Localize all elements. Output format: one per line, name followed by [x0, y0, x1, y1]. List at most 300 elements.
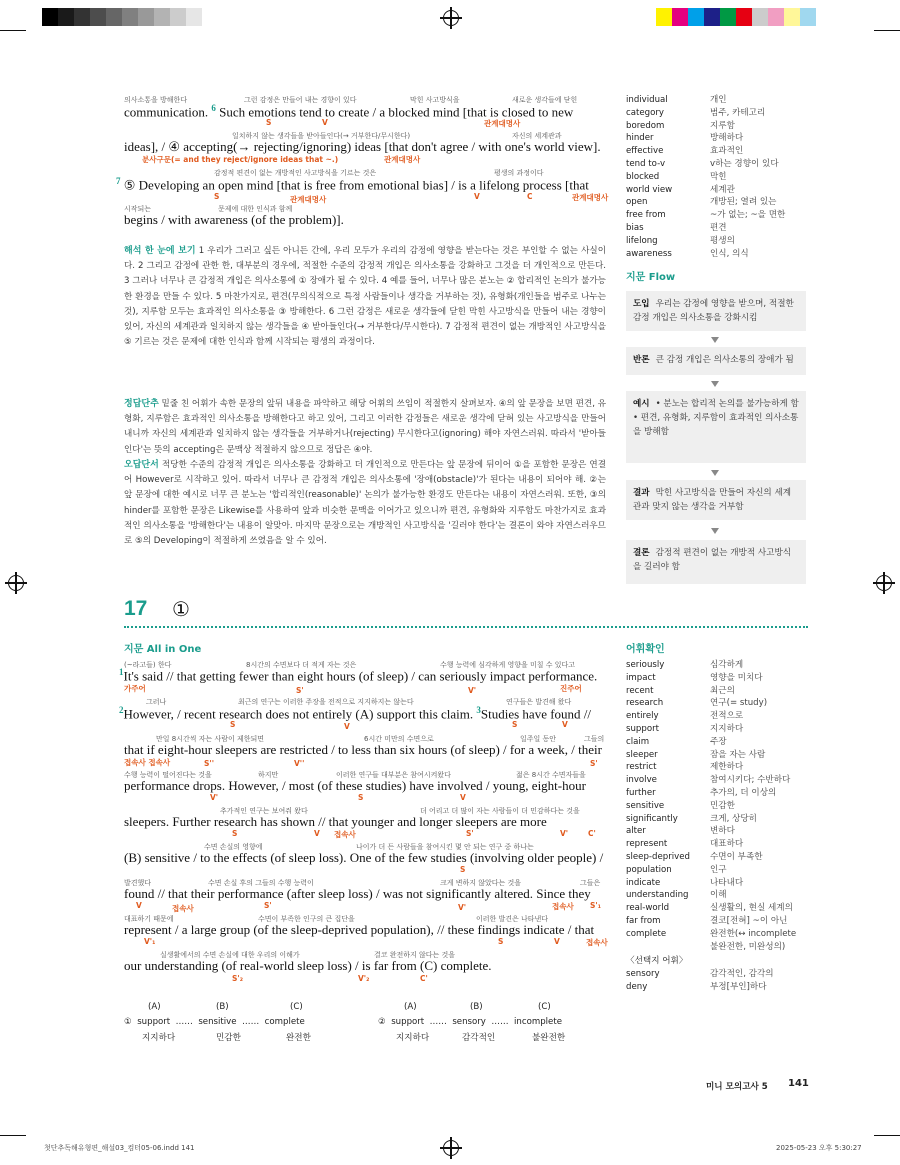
grammar-tag: S' [264, 901, 272, 910]
flow-key: 도입 [633, 299, 650, 309]
vocab-title: 어휘확인 [626, 644, 665, 655]
vocab-meaning: 크게, 상당히 [710, 813, 757, 824]
vocab-meaning: 제한하다 [710, 762, 744, 773]
sentence-line [124, 958, 492, 974]
gloss: 새로운 생각들에 닫힌 [512, 96, 578, 104]
registration-mark-icon [8, 575, 24, 591]
vocab-meaning: 민감한 [710, 800, 735, 811]
grammar-tag: S [460, 865, 466, 874]
grammar-tag: S' [466, 829, 474, 838]
flow-text: 감정적 편견이 없는 개방적 사고방식을 길러야 함 [633, 548, 792, 572]
gloss: 나이가 더 든 사람들을 참여시킨 몇 안 되는 연구 중 하나는 [356, 843, 534, 851]
vocab-row [626, 145, 785, 158]
choice-option-2[interactable] [378, 1017, 562, 1027]
grammar-tag: V' [560, 829, 569, 838]
vocab-row [626, 120, 785, 133]
vocab-word [626, 941, 710, 954]
choice-gloss: 완전한 [286, 1033, 311, 1043]
grammar-tag: V [314, 829, 320, 838]
vocab-row [626, 749, 796, 762]
down-arrow-icon [711, 381, 719, 387]
subsection-title: 지문 All in One [124, 644, 202, 655]
grammar-tag: V [460, 793, 466, 802]
sentence-text: our understanding (of real-world sleep loss) / is far from (C) complete. [124, 958, 492, 973]
gloss: 대표하기 때문에 [124, 915, 174, 923]
sentence-text: (B) sensitive / to the effects (of sleep loss). One of the few studies (involving older people) / [124, 850, 604, 865]
gloss: 막힌 사고방식을 [410, 96, 460, 104]
choice-a: support [391, 1017, 425, 1027]
grammar-tag: 진주어 [560, 684, 582, 693]
vocab-meaning: 완전한(↔ incomplete [710, 928, 797, 939]
gloss: 이러한 발견은 나타낸다 [476, 915, 549, 923]
vocab-word: lifelong [626, 235, 658, 246]
vocab-meaning: 주장 [710, 736, 727, 747]
vocab-row [626, 736, 796, 749]
vocab-word: claim [626, 736, 650, 747]
vocab-word: impact [626, 672, 656, 683]
section-label: 정답단추 [124, 399, 159, 409]
vocab-row [626, 107, 785, 120]
vocab-word: blocked [626, 171, 660, 182]
sentence-line [124, 778, 586, 794]
choice-gloss: 지지하다 [142, 1033, 176, 1043]
grammar-tag: V [344, 722, 350, 731]
crop-mark [0, 1135, 26, 1136]
vocab-meaning: 추가의, 더 이상의 [710, 787, 777, 798]
page-number: 141 [788, 1078, 809, 1089]
option-number: ① [124, 1017, 132, 1027]
gloss: 그들은 [580, 879, 601, 887]
vocab-row [626, 94, 785, 107]
choice-gloss: 불완전한 [532, 1033, 566, 1043]
gloss: 일주일 동안 [520, 735, 557, 743]
grammar-tag: 접속사 [334, 830, 356, 839]
grammar-tag: V [322, 118, 328, 127]
vocab-row [626, 864, 796, 877]
choice-c: incomplete [514, 1017, 562, 1027]
gloss: 더 어리고 더 많이 자는 사람들이 더 민감하다는 것을 [420, 807, 580, 815]
vocab-meaning: 심각하게 [710, 660, 744, 670]
vocab-row [626, 235, 785, 248]
gloss: 수행 능력에 심각하게 영향을 미칠 수 있다고 [440, 661, 576, 669]
vocab-word: tend to-v [626, 158, 666, 169]
paragraph: 1 우리가 그러고 싶든 아니든 간에, 우리 모두가 우리의 감정에 영향을 받는다는 것은 부인할 수 없는 사실이다. 2 그리고 감정에 관한 한, 대부분의 경우에, 적절한 수준의 감정적 개입은 의사소통을 강화하고 그것을 더 개인적으로 만든다. 3 그러나 너무나 큰 감정적 개입은 의사소통에 ① 장애가 될 수 있다. 4 예를 들어, 너무나 많은 분노는 ② 합리적인 논의가 불가능한 환경을 만들 수 있다. 5 마찬가지로, 편견(무의식적으로 특정 사람들이나 생각을 거부하는 것), 유형화(개인들을 범주로 나누는 것), 지루함 모두는 효과적인 의사소통을 ③ 방해한다. 6 그런 감정은 새로운 생각들에 닫힌 막힌 사고방식을 만들어 내는 경향이 있어, 자신의 세계관과 일치하지 않는 생각들을 ④ 받아들인다(→ 거부한다/무시한다). 7 감정적 편견이 없는 개방적인 사고방식을 ⑤ 기르는 것은 문제에 대한 인식과 함께 시작되는 평생의 과정이다. [124, 246, 606, 348]
sentence-line [124, 922, 594, 938]
vocab-meaning: 수면이 부족한 [710, 851, 763, 862]
divider [124, 626, 808, 628]
grammar-tag: V' [468, 686, 477, 695]
vocab-row [626, 774, 796, 787]
grammar-tag: V'₂ [358, 974, 370, 983]
vocab-word: real-world [626, 903, 670, 914]
vocab-word: deny [626, 981, 648, 992]
choice-b: sensory [452, 1017, 486, 1027]
vocab-word: individual [626, 95, 668, 105]
vocab-word: further [626, 787, 656, 798]
flow-text: • 분노는 합리적 논의를 불가능하게 함 [655, 399, 799, 409]
vocab-row [626, 659, 796, 672]
vocab-meaning: ~가 없는; ~을 면한 [710, 210, 786, 221]
vocab-meaning: 결코[전혀] ~이 아닌 [710, 915, 788, 926]
gloss: 그러나 [146, 698, 167, 706]
choice-header: (A) [404, 1002, 417, 1012]
vocab-meaning: 막힌 [710, 171, 727, 182]
down-arrow-icon [711, 528, 719, 534]
gloss: 만일 8시간씩 자는 사람이 제한되면 [156, 735, 265, 743]
gloss: 최근의 연구는 이러한 주장을 전적으로 지지하지는 않는다 [238, 698, 414, 706]
gloss: 수면이 부족한 인구의 큰 집단을 [258, 915, 355, 923]
vocab-word: sleep-deprived [626, 851, 690, 862]
sentence-text: performance drops. However, / most (of these studies) have involved / young, eight-hour [124, 778, 586, 793]
vocab-row [626, 813, 796, 826]
vocab-meaning: 변하다 [710, 826, 735, 837]
grammar-tag: S [214, 192, 220, 201]
vocab-word: seriously [626, 660, 665, 670]
flow-box-counter [626, 347, 806, 375]
dots: …… [242, 1017, 260, 1027]
gloss: 젊은 8시간 수면자들을 [516, 771, 586, 779]
vocab-word: research [626, 698, 664, 709]
choice-gloss: 감각적인 [462, 1033, 496, 1043]
flow-title: 지문 Flow [626, 272, 676, 283]
paragraph: 적당한 수준의 감정적 개입은 의사소통을 강화하고 더 개인적으로 만든다는 앞 문장에 뒤이어 ①을 포함한 문장은 연결어 However로 시작하고 있어. 따라서 너무나 큰 감정적 개입은 의사소통에 '장애(obstacle)'가 된다는 내용이 되어야 해. ②는 앞 문장에 대한 예시로 너무 큰 분노는 '합리적인(reasonable)' 논의가 불가능한 환경도 만든다는 내용이 자연스러워. 또한, ③의 hinder를 포함한 문장은 Likewise를 사용하여 앞과 비슷한 문맥을 이어가고 있으니까 편견, 유형화와 지루함도 마찬가지로 효과적인 의사소통을 '방해한다'는 내용이 알맞아. 마지막 문장으로는 개방적인 사고방식을 '길러야 한다'는 결론이 와야 자연스러우므로 ⑤의 Developing이 적절하게 쓰였음을 알 수 있어. [124, 460, 607, 547]
crop-mark [0, 30, 26, 31]
dots: …… [429, 1017, 447, 1027]
explanation-wrong [124, 458, 606, 549]
gloss: 크게 변하지 않았다는 것을 [440, 879, 522, 887]
grammar-tag: C' [420, 974, 428, 983]
flow-text: • 편견, 유형화, 지루함이 효과적인 의사소통을 방해함 [633, 413, 799, 437]
vocab-meaning: 범주, 카테고리 [710, 107, 766, 118]
gloss: 그런 감정은 만들어 내는 경향이 있다 [244, 96, 357, 104]
grammar-tag: S'' [204, 759, 214, 768]
sentence-line [119, 667, 598, 684]
flow-box-example [626, 391, 806, 463]
vocab-meaning: 불완전한, 미완성의) [710, 941, 786, 952]
choice-header: (B) [216, 1002, 229, 1012]
grammar-tag: S [232, 829, 238, 838]
vocab-word: awareness [626, 248, 672, 259]
vocab-word: open [626, 197, 648, 208]
sentence-number: 6 [211, 103, 216, 113]
grammar-tag: 관계대명사 [384, 155, 421, 164]
vocab-row [626, 158, 785, 171]
vocab-meaning: 참여시키다; 수반하다 [710, 775, 791, 786]
vocab-row [626, 851, 796, 864]
gloss: 시작되는 [124, 205, 152, 213]
grammar-tag: S [230, 720, 236, 729]
gloss: 결코 완전하지 않다는 것을 [374, 951, 456, 959]
sentence-text: represent / a large group (of the sleep-deprived population), // these findings indicate / that [124, 922, 595, 937]
explanation-translation [124, 244, 606, 350]
grammar-tag: 접속사 [586, 938, 608, 947]
choice-gloss: 지지하다 [396, 1033, 430, 1043]
gloss: 하지만 [258, 771, 279, 779]
vocab-word: significantly [626, 813, 678, 824]
grammar-tag: 관계대명사 [290, 195, 327, 204]
gloss: 추가적인 연구는 보여줘 왔다 [220, 807, 308, 815]
gloss: 이러한 연구들 대부분은 참여시켜왔다 [336, 771, 451, 779]
vocab-word: boredom [626, 120, 665, 131]
vocab-row [626, 710, 796, 723]
vocab-meaning: 나타내다 [710, 877, 744, 888]
vocab-row [626, 222, 785, 235]
grammar-tag: S [358, 793, 364, 802]
vocab-row [626, 723, 796, 736]
vocab-row [626, 761, 796, 774]
vocab-row [626, 132, 785, 145]
gloss: (~라고들) 한다 [124, 661, 172, 669]
vocab-word: indicate [626, 877, 661, 888]
vocab-meaning: 편견 [710, 222, 727, 233]
vocab-word: effective [626, 146, 664, 157]
choice-gloss: 민감한 [216, 1033, 241, 1043]
vocab-row [626, 672, 796, 685]
gloss: 수면 손실의 영향에 [204, 843, 263, 851]
registration-mark-icon [443, 1140, 459, 1156]
sentence-number: 1 [119, 667, 124, 677]
print-date: 2025-05-23 오후 5:30:27 [776, 1144, 862, 1152]
answer-mark: ① [172, 597, 190, 621]
sentence-number: 2 [119, 705, 124, 715]
option-number: ② [378, 1017, 386, 1027]
choice-header: (B) [470, 1002, 483, 1012]
sentence-number: 3 [476, 705, 481, 715]
question-number: 17 [124, 597, 148, 620]
vocab-subtitle: 〈선택지 어휘〉 [626, 956, 688, 967]
vocab-word: population [626, 864, 672, 875]
grammar-tag: S [512, 720, 518, 729]
registration-mark-icon [443, 10, 459, 26]
vocab-row [626, 825, 796, 838]
flow-key: 결론 [633, 548, 650, 558]
vocab-row [626, 981, 796, 994]
vocab-word: bias [626, 222, 644, 233]
vocab-row [626, 209, 785, 222]
choice-b: sensitive [198, 1017, 237, 1027]
vocab-row [626, 941, 796, 954]
choice-header: (C) [538, 1002, 551, 1012]
grammar-tag: V'' [294, 759, 305, 768]
vocab-meaning: 최근의 [710, 685, 735, 696]
sentence-text: However, / recent research does not entirely (A) support this claim. [123, 706, 474, 722]
gloss: 수행 능력이 떨어진다는 것을 [124, 771, 212, 779]
sentence-text: Studies have found // [480, 706, 592, 722]
gloss: 자신의 세계관과 [512, 132, 562, 140]
crop-mark [874, 30, 900, 31]
vocab-word: far from [626, 915, 661, 926]
grammar-tag: V [554, 937, 560, 946]
vocab-meaning: 대표하다 [710, 839, 744, 850]
gloss: 수면 손실 후의 그들의 수행 능력이 [208, 879, 314, 887]
vocab-word: free from [626, 210, 666, 221]
gloss: 평생의 과정이다 [494, 169, 544, 177]
dots: …… [491, 1017, 509, 1027]
sentence-text: ⑤ Developing an open mind [that is free from emotional bias] / is a lifelong process [that [123, 177, 589, 193]
grammar-tag: 가주어 [124, 684, 146, 693]
vocab-meaning: 효과적인 [710, 146, 744, 157]
flow-text: 큰 감정 개입은 의사소통의 장애가 됨 [655, 355, 794, 365]
vocab-word: category [626, 107, 664, 118]
vocab-word: represent [626, 839, 668, 850]
vocab-word: sleeper [626, 749, 658, 760]
vocab-meaning: 인구 [710, 864, 727, 875]
vocab-meaning: 방해하다 [710, 133, 744, 144]
vocab-meaning: 지루함 [710, 120, 735, 131]
vocab-meaning: 실생활의, 현실 세계의 [710, 903, 793, 914]
vocab-row [626, 968, 796, 981]
vocab-word: involve [626, 775, 657, 786]
grammar-tag: S' [590, 759, 598, 768]
vocab-row [626, 697, 796, 710]
choice-header: (C) [290, 1002, 303, 1012]
grammar-tag: 관계대명사 [484, 119, 521, 128]
vocab-row [626, 928, 796, 941]
flow-box-intro [626, 291, 806, 331]
grammar-tag: S'₂ [232, 974, 243, 983]
vocab-meaning: 이해 [710, 890, 727, 901]
flow-key: 결과 [633, 488, 650, 498]
vocab-meaning: 세계관 [710, 184, 735, 195]
grammar-tag: 접속사 [172, 904, 194, 913]
registration-mark-icon [876, 575, 892, 591]
paragraph: 밑줄 친 어휘가 속한 문장의 앞뒤 내용을 파악하고 해당 어휘의 쓰임이 적절한지 살펴보자. ④의 앞 문장을 보면 편견, 유형화, 지루함은 효과적인 의사소통을 방해한다고 하고 있어, 그리고 이러한 감정들은 새로운 생각에 닫혀 있는 사고방식을 만들어 내니까 자신의 세계관과 일치하지 않는 생각들을 거부하거나(rejecting) 무시한다고(ignoring) 해야 자연스러워. 따라서 '받아들인다'는 뜻의 accepting은 문맥상 적절하지 않으므로 정답은 ④야. [124, 399, 606, 455]
sentence-text: communication. [124, 104, 209, 120]
vocab-word: entirely [626, 711, 659, 722]
vocab-meaning: 전적으로 [710, 711, 744, 722]
sentence-line [124, 814, 547, 830]
grammar-tag: V' [458, 903, 467, 912]
grammar-tag: V [562, 720, 568, 729]
gloss: 발견했다 [124, 879, 152, 887]
gloss: 의사소통을 방해한다 [124, 96, 188, 104]
grammar-tag: 접속사 [552, 902, 574, 911]
sentence-number: 7 [116, 176, 121, 186]
vocab-word: complete [626, 928, 667, 939]
vocab-row [626, 800, 796, 813]
vocab-row [626, 877, 796, 890]
color-bar [656, 8, 816, 26]
grammar-tag: V [136, 901, 142, 910]
sentence-line [124, 886, 591, 902]
explanation-answer [124, 397, 606, 458]
grammar-tag: V'₁ [144, 937, 156, 946]
vocab-word: alter [626, 826, 646, 837]
gloss: 8시간의 수면보다 더 적게 자는 것은 [246, 661, 357, 669]
down-arrow-icon [711, 337, 719, 343]
sentence-line: begins / with awareness (of the problem)]. [124, 212, 344, 227]
sentence-text: found // that their performance (after sleep loss) / was not significantly altered. Since they [124, 886, 591, 901]
section-label: 해석 한 눈에 보기 [124, 246, 196, 256]
dots: …… [175, 1017, 193, 1027]
sentence-line: that if eight-hour sleepers are restricted / to less than six hours (of sleep) / for a week, / their [124, 742, 602, 757]
vocab-row [626, 889, 796, 902]
choice-header: (A) [148, 1002, 161, 1012]
vocab-row [626, 915, 796, 928]
gloss: 실생활에서의 수면 손실에 대한 우리의 이해가 [160, 951, 300, 959]
vocab-list-16 [626, 94, 785, 260]
vocab-meaning: 잠을 자는 사람 [710, 749, 766, 760]
sentence-text: It's said // that getting fewer than eight hours (of sleep) / can seriously impact performance. [123, 668, 598, 684]
flow-key: 반론 [633, 355, 650, 365]
choice-a: support [137, 1017, 171, 1027]
vocab-meaning: 지지하다 [710, 723, 744, 734]
page-label: 미니 모의고사 5 [706, 1082, 768, 1092]
file-info: 첫단추독해유형편_해설03_컴터05-06.indd 141 [44, 1144, 195, 1152]
sentence-line [124, 850, 603, 866]
flow-text: 막힌 사고방식을 만들어 자신의 세계관과 맞지 않는 생각을 거부함 [633, 488, 792, 512]
vocab-meaning: 인식, 의식 [710, 248, 749, 259]
vocab-meaning: 부정[부인]하다 [710, 981, 767, 992]
vocab-meaning: 연구(= study) [710, 698, 768, 709]
vocab-row [626, 196, 785, 209]
vocab-word: support [626, 723, 659, 734]
section-label: 오답단서 [124, 460, 159, 470]
vocab-meaning: v하는 경향이 있다 [710, 158, 779, 169]
vocab-word: sensitive [626, 800, 665, 811]
gloss: 문제에 대한 인식과 함께 [218, 205, 293, 213]
grammar-tag: 분사구문(= and they reject/ignore ideas that ~.) [142, 155, 339, 164]
vocab-row [626, 902, 796, 915]
vocab-word: sensory [626, 969, 660, 980]
vocab-meaning: 개방된; 열려 있는 [710, 197, 777, 208]
down-arrow-icon [711, 470, 719, 476]
vocab-row [626, 787, 796, 800]
flow-key: 예시 [633, 399, 650, 409]
vocab-meaning: 평생의 [710, 235, 735, 246]
gloss: 감정적 편견이 없는 개방적인 사고방식을 기르는 것은 [214, 169, 377, 177]
grayscale-bar [42, 8, 202, 26]
vocab-row [626, 171, 785, 184]
vocab-row [626, 184, 785, 197]
vocab-row [626, 248, 785, 261]
gloss: 일치하지 않는 생각들을 받아들인다(→ 거부한다/무시한다) [232, 132, 411, 140]
choice-option-1[interactable] [124, 1017, 305, 1027]
sentence-text: sleepers. Further research has shown // that younger and longer sleepers are more [124, 814, 547, 829]
vocab-list-17 [626, 659, 796, 994]
vocab-row [626, 838, 796, 851]
sentence-text: Such emotions tend to create / a blocked mind [that is closed to new [219, 104, 574, 120]
vocab-word: restrict [626, 762, 657, 773]
sentence-line [119, 705, 592, 722]
vocab-word: hinder [626, 133, 654, 144]
vocab-word: understanding [626, 890, 689, 901]
grammar-tag: C [527, 192, 533, 201]
flow-text: 우리는 감정에 영향을 받으며, 적절한 감정 개입은 의사소통을 강화시킴 [633, 299, 794, 323]
flow-box-result [626, 480, 806, 520]
sentence-line: ideas], / ④ accepting(→ rejecting/ignoring) ideas [that don't agree / with one's world view]. [124, 139, 601, 154]
grammar-tag: V [474, 192, 480, 201]
grammar-tag: S' [296, 686, 304, 695]
grammar-tag: V' [210, 793, 219, 802]
gloss: 6시간 미만의 수면으로 [364, 735, 434, 743]
vocab-meaning: 영향을 미치다 [710, 672, 763, 683]
flow-box-conclusion [626, 540, 806, 584]
vocab-word: world view [626, 184, 673, 195]
sentence-line [116, 176, 589, 193]
vocab-meaning: 개인 [710, 95, 727, 105]
vocab-row [626, 685, 796, 698]
gloss: 그들의 [584, 735, 605, 743]
grammar-tag: 관계대명사 [572, 193, 609, 202]
vocab-meaning: 감각적인, 감각의 [710, 969, 774, 980]
grammar-tag: C' [588, 829, 596, 838]
grammar-tag: S'₁ [590, 901, 601, 910]
crop-mark [874, 1135, 900, 1136]
gloss: 연구들은 발견해 왔다 [506, 698, 572, 706]
choice-c: complete [264, 1017, 305, 1027]
grammar-tag: S [498, 937, 504, 946]
